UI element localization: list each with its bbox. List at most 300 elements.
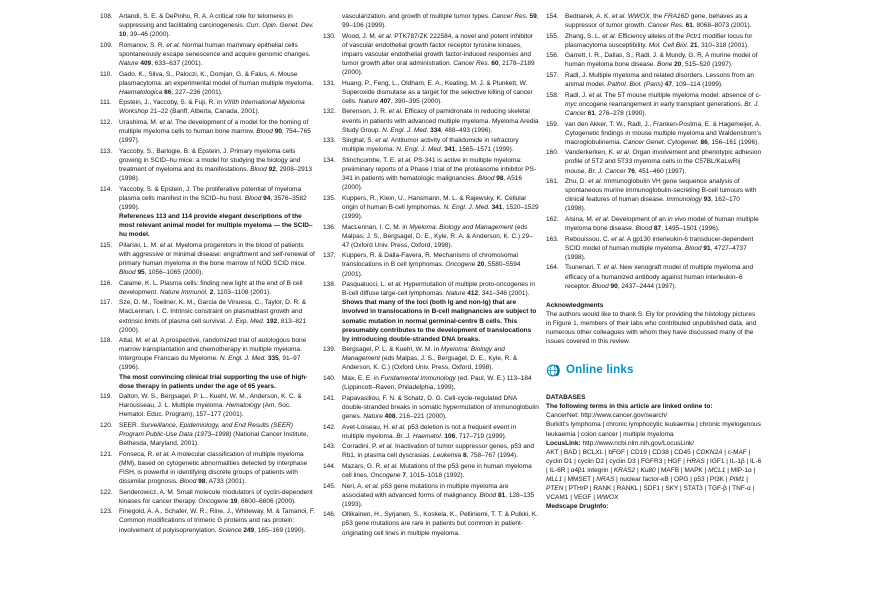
references-columns <box>100 12 762 539</box>
text-segment: 95 <box>137 269 145 277</box>
database-entry-line <box>546 439 762 448</box>
text-segment: et al. <box>379 443 394 451</box>
reference-number: 131. <box>323 79 336 87</box>
reference-number: 159. <box>546 120 559 128</box>
text-segment: et al. <box>365 482 380 490</box>
reference-item <box>546 177 762 213</box>
text-segment: , 1015–1018 (1992). <box>405 472 465 479</box>
text-segment: 98 <box>198 478 206 486</box>
text-segment: (Am. Soc. Hematol. Educ. Program), 157–177 (2001). <box>119 402 291 419</box>
text-segment: , 515–520 (1997). <box>681 61 733 69</box>
reference-item <box>323 345 539 372</box>
reference-number: 162. <box>546 215 559 223</box>
reference-item <box>100 421 316 448</box>
text-segment: Nature <box>119 59 141 67</box>
text-segment: 76 <box>627 167 635 175</box>
text-segment: , 276–278 (1990). <box>595 109 647 117</box>
text-segment: , 165–169 (1990). <box>254 526 306 534</box>
reference-number: 158. <box>546 91 559 99</box>
text-segment: , 91–97 (1996). <box>119 355 301 372</box>
reference-number: 115. <box>100 241 113 249</box>
text-segment: 2 <box>209 288 214 296</box>
text-segment: Attal, M. <box>119 337 145 345</box>
text-segment: Normal human mammary epithelial cells spontaneously escape senescence and acquire genomic changes. <box>119 41 311 58</box>
text-segment: et al. <box>388 108 403 116</box>
text-segment: 192 <box>266 317 278 325</box>
text-segment: The development of a model for the homing of multiple myeloma cells to human bone marrow. <box>119 119 309 136</box>
text-segment: et al. <box>144 337 159 345</box>
text-segment: Cancer Res. <box>647 22 686 30</box>
reference-item <box>323 442 539 460</box>
reference-number: 110. <box>100 70 113 78</box>
text-segment: KRAS2 <box>613 466 636 474</box>
text-segment: Pilarski, L. M. <box>119 241 160 249</box>
reference-number: 109. <box>100 41 113 49</box>
text-segment: 335 <box>267 355 279 363</box>
text-segment: et al. <box>387 281 402 289</box>
text-segment: | c-MAF | cyclin D1 | cyclin D2 | cyclin D3 | FGFR3 | HGF | <box>546 448 751 465</box>
text-segment: 81 <box>497 491 506 499</box>
text-segment: Nature <box>445 290 468 298</box>
text-segment: Calame, K. L. Plasma cells: finding new light at the end of B cell development. <box>119 279 303 296</box>
text-segment: Avet-Loiseau, H. <box>342 423 392 431</box>
reference-item <box>323 156 539 192</box>
reference-item <box>100 298 316 334</box>
reference-continuation <box>323 12 539 30</box>
text-segment: , 633–637 (2001). <box>151 59 203 67</box>
reference-item <box>323 251 539 278</box>
reference-number: 112. <box>100 119 113 127</box>
text-segment: Sze, D. M., Toellner, K. M., Garcia de Vinuesa, C., Taylor, D. R. & MacLennan, I. C. Intrinsic constraint on plasmablast growth and extrinsic limits of plasma cell survival. <box>119 299 307 325</box>
text-segment: Medscape DrugInfo: <box>546 503 609 511</box>
text-segment: Br. J. Cancer <box>588 167 628 175</box>
acknowledgments-body: The authors would like to thank S. Ely for providing the histology pictures in Figure 1, members of their labs who contributed unpublished data, and numerous other colleagues with whom they have discussed many of the issues covered in this review. <box>546 310 757 346</box>
text-segment: Cancer Genet. Cytogenet. <box>623 138 701 146</box>
reference-item <box>546 12 762 30</box>
text-segment: et al. <box>588 178 603 186</box>
text-segment: et al. <box>378 32 393 40</box>
text-segment: Blood <box>479 491 498 499</box>
text-segment: et al. <box>602 32 617 40</box>
reference-number: 146. <box>323 511 336 519</box>
text-segment: , 2178–2189 (2000). <box>342 59 535 77</box>
text-segment: | IGF1 | IL-1β | IL-6 | IL-6R | α4β1 integrin | <box>546 457 762 474</box>
text-segment: Efficacy of pamidronate in reducing skeletal events in patients with advanced multiple myeloma. Myeloma Aredia Study Group. <box>342 108 539 134</box>
text-segment: PTK787/ZK 222584, a novel and potent inhibitor of vascular endothelial growth factor receptor tyrosine kinases, impairs vascular endothelial growth factor-induced responses and tumor growth after oral administration. <box>342 32 534 67</box>
text-segment: , 2908–2913 (1998). <box>119 166 312 183</box>
text-segment: Papavasiliou, F. N. & Schatz, D. G. Cell-cycle-regulated DNA double-stranded breaks in somatic hypermutation of immunoglobulin genes. <box>342 394 539 420</box>
text-segment: et al. <box>391 423 406 431</box>
text-segment: Antitumor activity of thalidomide in refractory multiple myeloma. <box>342 137 519 154</box>
reference-item <box>546 51 762 69</box>
text-segment: et al. <box>166 41 181 49</box>
reference-item <box>100 147 316 183</box>
text-segment: Zhu, D. <box>565 178 589 186</box>
text-segment: , 451–460 (1997). <box>634 167 687 175</box>
reference-number: 121. <box>100 450 113 458</box>
text-segment: Pasqualucci, L. <box>342 281 388 289</box>
reference-item <box>323 223 539 250</box>
text-segment: Pctr1 <box>685 32 702 40</box>
text-segment: http://www.ncbi.nlm.nih.gov/LocusLink/ <box>580 439 695 447</box>
text-segment: Zhang, S. L. <box>565 32 603 40</box>
database-entry-line <box>546 448 762 503</box>
text-segment: Blood <box>244 194 264 202</box>
text-segment: , 758–767 (1994). <box>466 452 518 460</box>
text-segment: Dalton, W. S., Bergsagel, P. L., Kuehl, W. M., Anderson, K. C. & Harousseau, J. L. Multiple myeloma. <box>119 393 302 410</box>
text-segment: 7 <box>402 472 406 479</box>
reference-number: 141. <box>323 394 336 402</box>
text-segment: The 5T mouse multiple myeloma model: absence of c- <box>602 91 761 99</box>
text-segment: A molecular classification of multiple myeloma (MM), based on cytogenetic abnormalities detected by interphase FISH, is powerful in identifying discrete groups of patients with dissimilar prognosis. <box>119 450 308 486</box>
text-segment: | PTHrP | RANK | RANKL | SDF1 | SKY | STAT3 | TGF-β | TNF-α | VCAM1 | VEGF | <box>546 485 755 502</box>
online-links-header <box>546 363 762 378</box>
text-segment: Garrett, I. R., Dallas, S., Radl, J. & Mundy, G. R. A murine model of human myeloma bone disease. <box>565 52 758 69</box>
text-segment: 93 <box>703 196 711 204</box>
text-segment: AKT | BAD | <box>546 448 583 456</box>
text-segment: Fonseca, R. <box>119 450 156 458</box>
reference-item <box>100 118 316 145</box>
text-segment: , 341–346 (2001). <box>478 290 530 298</box>
reference-number: 113. <box>100 147 113 155</box>
text-segment: BCLXL <box>582 448 604 456</box>
text-segment: PTEN <box>546 485 564 493</box>
reference-annotation: The most convincing clinical trial supporting the use of high-dose therapy in patients under the age of 65 years. <box>119 373 308 390</box>
reference-number: 118. <box>100 337 113 345</box>
text-segment: | MMSET | <box>562 476 597 484</box>
text-segment: Oncogene <box>370 472 403 479</box>
reference-item <box>323 510 539 537</box>
text-segment: 87 <box>653 225 662 233</box>
text-segment: Tsunenari, T. <box>565 264 604 272</box>
reference-item <box>100 488 316 506</box>
text-segment: MCL1 <box>708 466 726 474</box>
text-segment: , 754–765 (1997). <box>119 128 311 145</box>
text-segment: Haematologica <box>119 88 165 96</box>
text-segment: Development of an <box>609 215 668 223</box>
text-segment: (eds Malpas, J. S., Bergsagel, D. E., Kyle, R. A. & Anderson, K. C.) 29–47 (Oxford Univ. Press, Oxford, 1998). <box>342 223 533 249</box>
database-entry-line <box>546 420 762 438</box>
text-segment: Oncogene <box>198 497 231 505</box>
reference-number: 164. <box>546 264 559 272</box>
text-segment: van den Akker, T. W., Radl, J., Franken-Postma, E. & Hagemeijer, A. Cytogenetic findings in mouse multiple myeloma and Waldenstrom's macroglobulinemia. <box>565 120 762 146</box>
reference-item <box>100 279 316 297</box>
text-segment: et al. <box>588 91 603 99</box>
text-segment: CancerNet: http://www.cancer.gov/search/ <box>546 412 668 420</box>
text-segment: | <box>744 476 748 484</box>
text-segment: 409 <box>140 59 152 67</box>
text-segment: et al. <box>611 13 627 20</box>
text-segment: 20 <box>674 61 682 69</box>
text-segment: (eds Malpas, J. S., Bergsagel, D. E., Kyle, R. & Anderson, K. C.) (Oxford Univ. Press, Oxford, 1998). <box>342 355 518 372</box>
text-segment: Bone <box>657 61 675 69</box>
text-segment: modifier locus for plasmacytoma susceptibility. <box>565 32 753 49</box>
text-segment: Ku80 <box>640 466 656 474</box>
reference-item <box>100 185 316 240</box>
text-segment: MacLennan, I. C. M. in <box>342 223 410 231</box>
text-segment: et al. <box>616 149 631 157</box>
text-segment: N. Engl. J. Med. <box>443 203 492 211</box>
text-segment: model of human multiple myeloma bone disease. <box>565 215 759 233</box>
text-segment: Max, E. E. in <box>342 375 381 383</box>
databases-heading: DATABASES <box>546 394 586 402</box>
text-segment: 8 <box>463 452 467 460</box>
text-segment: Oncogene <box>445 261 478 269</box>
text-segment: vascularization, and growth of multiple tumor types. <box>342 13 492 20</box>
text-segment: , 2437–2444 (1997). <box>617 282 677 290</box>
reference-number: 155. <box>546 32 559 40</box>
text-segment: , 216–221 (2000). <box>395 412 447 420</box>
reference-item <box>323 136 539 154</box>
reference-number: 144. <box>323 462 336 470</box>
text-segment: et al. <box>383 462 398 470</box>
text-segment: , 227–236 (2001). <box>171 88 223 96</box>
text-segment: Immunology <box>666 196 704 204</box>
text-segment: J. Exp. Med. <box>228 317 267 325</box>
text-segment: Romanov, S. R. <box>119 41 167 49</box>
text-segment: Radl, J. <box>565 91 589 99</box>
reference-annotation: References 113 and 114 provide elegant descriptions of the most relevant animal model for multiple myeloma — the SCID–hu model. <box>119 212 313 239</box>
reference-number: 154. <box>546 13 559 20</box>
databases-section <box>546 393 762 511</box>
text-segment: Nature <box>363 412 385 420</box>
text-segment: 92 <box>268 166 276 173</box>
reference-number: 163. <box>546 235 559 243</box>
reference-item <box>546 263 762 290</box>
text-segment: et al. <box>375 137 390 145</box>
reference-number: 143. <box>323 443 336 451</box>
text-segment: Hematology <box>225 402 263 410</box>
text-segment: Finegold, A. A., Schafer, W. R., Rine, J., Whiteway, M. & Tamanoi, F. Common modifications of trimeric G proteins and ras protein: involvement of polyisoprenylation. <box>119 508 315 534</box>
reference-number: 111. <box>100 99 112 107</box>
reference-item <box>323 107 539 134</box>
reference-number: 132. <box>323 108 336 116</box>
text-segment: , 813–821 (2000). <box>119 317 307 334</box>
reference-item <box>100 450 316 486</box>
text-segment: 47 <box>664 81 672 89</box>
text-segment: , 488–493 (1996). <box>441 126 493 134</box>
text-segment: , 109–114 (1999). <box>671 81 723 89</box>
text-segment: Vanderkerken, K. <box>565 149 617 157</box>
text-segment: Bergsagel, P. L. & Kuehl, W. M. in <box>342 346 441 354</box>
reference-item <box>323 374 539 392</box>
text-segment: Blood <box>592 282 611 290</box>
text-segment: Immunoglobulin VH gene sequence analysis of spontaneous murine immunoglobulin-secreting B-cell tumours with clinical features of human disease. <box>565 178 757 204</box>
text-segment: Neri, A. <box>342 482 366 490</box>
acknowledgments-section <box>546 301 762 346</box>
reference-item <box>100 336 316 391</box>
reference-item <box>546 32 762 50</box>
text-segment: Myeloma: Biology and Management <box>409 223 515 231</box>
text-segment: N. Engl. J. Med. <box>219 355 268 363</box>
reference-item <box>323 482 539 509</box>
text-segment: oncogene rearrangement in early transplant generations. <box>576 100 745 108</box>
text-segment: 86 <box>700 138 708 146</box>
text-segment: , 6600–6606 (2000). <box>237 497 296 505</box>
text-segment: N. Engl. J. Med. <box>382 126 431 134</box>
text-segment: | MAFB | MAPK | <box>655 466 709 474</box>
text-segment: LocusLink: <box>546 439 581 447</box>
databases-links <box>546 411 762 511</box>
text-segment: p53 gene mutations in multiple myeloma are associated with advanced forms of malignancy. <box>342 482 509 499</box>
reference-number: 117. <box>100 299 113 307</box>
text-segment: , 8068–8073 (2001). <box>692 22 752 30</box>
reference-item <box>323 280 539 344</box>
text-segment: Mazars, G. R. <box>342 462 384 470</box>
reference-item <box>546 215 762 233</box>
text-segment: Blood <box>250 166 269 173</box>
text-segment: Br. J. Cancer <box>565 100 760 117</box>
text-segment: 60 <box>491 59 499 67</box>
text-segment: 106 <box>444 432 456 440</box>
reference-item <box>323 462 539 480</box>
text-segment: et al. <box>611 235 626 243</box>
text-segment: Alsina, M. <box>565 215 596 223</box>
text-segment: 412 <box>467 290 479 298</box>
text-segment: 21–22 (Banff, Alberta, Canada, 2001). <box>148 108 260 116</box>
text-segment: Wood, J. M. <box>342 32 379 40</box>
text-segment: , 1520–1529 (1999). <box>342 203 539 220</box>
text-segment: 10 <box>119 31 127 39</box>
reference-item <box>546 71 762 89</box>
text-segment: , 717–719 (1999). <box>455 432 507 440</box>
text-segment: , 162–170 (1998). <box>565 196 740 213</box>
reference-item <box>323 79 539 106</box>
text-segment: Yaccoby, S., Barlogie, B. & Epstein, J. Primary myeloma cells growing in SCID–hu mice: a model for studying the biology and treatment of myeloma and its manifestations. <box>119 147 301 173</box>
reference-number: 160. <box>546 149 559 157</box>
text-segment: Fundamental Immunology <box>380 375 458 383</box>
reference-number: 116. <box>100 279 113 287</box>
text-segment: Pathol. Biol. (Paris) <box>607 81 665 89</box>
text-segment: 341 <box>444 146 456 154</box>
text-segment: 341 <box>491 203 503 211</box>
text-segment: Bednarek, A. K. <box>565 13 612 20</box>
text-segment: | bFGF | CD19 | CD38 | CD45 | <box>603 448 697 456</box>
text-segment: , 39–46 (2000). <box>126 31 171 39</box>
text-segment: , 1495–1501 (1996). <box>661 225 720 233</box>
text-segment: myc <box>565 100 577 108</box>
text-segment: , 128–135 (1993). <box>342 491 535 508</box>
reference-annotation: Shows that many of the loci (both Ig and non-Ig) that are involved in translocations in B-cell malignancies are subject to somatic mutation in normal germinal-centre B cells. This presumably contributes to the development of translocations by introducing double-stranded DNA breaks. <box>342 299 537 343</box>
text-segment: Cancer Res. <box>491 13 530 20</box>
text-segment: A prospective, randomized trial of autologous bone marrow transplantation and chemotherapy in multiple myeloma. Intergroupe Francais du Myelome. <box>119 337 307 363</box>
reference-number: 130. <box>323 32 336 40</box>
reference-item <box>100 507 316 534</box>
text-segment: Nature Immunol. <box>159 288 210 296</box>
reference-number: 108. <box>100 13 113 20</box>
reference-number: 122. <box>100 488 113 496</box>
text-segment: Mol. Cell Biol. <box>648 41 691 49</box>
reference-item <box>323 194 539 221</box>
text-segment: et al. <box>159 119 174 127</box>
databases-intro: The following terms in this article are linked online to: <box>546 403 713 411</box>
text-segment: Kuppers, R. & Dalla-Favera, R. Mechanisms of chromosomal translocations in B cell lymphomas. <box>342 252 518 269</box>
text-segment: | <box>635 466 641 474</box>
text-segment: 407 <box>379 97 391 105</box>
text-segment: SEER. <box>119 422 141 430</box>
text-segment: Ollikainen, H., Syrjanen, S., Koskela, K., Pelliniemi, T. T. & Pulkki, K. p53 gene mutations are rare in patients but common in patient-originating cell lines in multiple myeloma. <box>342 511 538 537</box>
text-segment: 98 <box>496 175 504 183</box>
text-segment: CDKN2A <box>696 448 723 456</box>
text-segment: Myeloma progenitors in the blood of patients with aggressive or minimal disease: engraftment and self-renewal of primary human myeloma in the bone marrow of NOD SCID mice. <box>119 241 315 267</box>
reference-number: 145. <box>323 482 336 490</box>
text-segment: 86 <box>164 88 172 96</box>
text-segment: Blood <box>684 244 704 252</box>
text-segment: 20 <box>477 261 485 269</box>
text-segment: FRA16D <box>664 13 689 20</box>
text-segment: Artandi, S. E. & DePinho, R. A. A critical role for telomeres in suppressing and facilitating carcinogenesis. <box>119 13 293 30</box>
globe-icon <box>546 363 561 378</box>
text-segment: , 390–395 (2000). <box>390 97 443 105</box>
text-segment: Br. J. Haematol. <box>396 432 445 440</box>
acknowledgments-heading: Acknowledgments <box>546 301 604 309</box>
references-column-3 <box>546 12 762 539</box>
reference-item <box>546 120 762 147</box>
text-segment: Stinchcombe, T. E. <box>342 156 398 164</box>
text-segment: , 3576–3582 (1999). <box>119 194 307 211</box>
text-segment: et al. <box>603 264 618 272</box>
reference-number: 135. <box>323 194 336 202</box>
reference-number: 134. <box>323 156 336 164</box>
text-segment: Leukemia <box>433 452 464 460</box>
text-segment: , A516 (2000). <box>342 175 522 192</box>
text-segment: Blood <box>119 269 138 277</box>
text-segment: Science <box>218 526 244 534</box>
reference-number: 137. <box>323 252 336 260</box>
text-segment: Cancer Res. <box>453 59 492 67</box>
reference-number: 156. <box>546 52 559 60</box>
text-segment: Corradini, P. <box>342 443 380 451</box>
text-segment: Blood <box>256 128 275 136</box>
online-links-title: Online links <box>566 364 634 377</box>
text-segment: N. Engl. J. Med. <box>396 146 445 154</box>
references-list <box>546 12 762 291</box>
text-segment: , the <box>649 13 665 20</box>
text-segment: MLL1 <box>546 476 563 484</box>
text-segment: PIM1 <box>729 476 745 484</box>
references-column-1 <box>100 12 316 539</box>
reference-number: 136. <box>323 223 336 231</box>
reference-number: 120. <box>100 422 113 430</box>
text-segment: VIIIth International Myeloma Workshop <box>119 99 305 116</box>
reference-item <box>323 394 539 421</box>
text-segment: Huang, P., Feng, L., Oldham, E. A., Keating, M. J. & Plunkett, W. Superoxide dismutase as a target for the selective killing of cancer cells. <box>342 79 533 105</box>
text-segment: 59 <box>529 13 537 20</box>
reference-number: 142. <box>323 423 336 431</box>
text-segment: Gado, K., Silva, S., Paloczi, K., Domjan, G. & Falus, A. Mouse plasmacytoma: an experimental model of human multiple myeloma. <box>119 70 314 87</box>
text-segment: HRAS <box>686 457 705 465</box>
text-segment: NRAS <box>596 476 615 484</box>
text-segment: 91 <box>703 244 711 252</box>
reference-number: 133. <box>323 137 336 145</box>
text-segment: Hypermutation of multiple proto-oncogenes in B-cell diffuse large-cell lymphomas. <box>342 281 535 298</box>
reference-item <box>100 12 316 39</box>
text-segment: Efficiency alleles of the <box>616 32 686 40</box>
reference-item <box>100 70 316 97</box>
reference-item <box>546 235 762 262</box>
text-segment: , 1565–1571 (1999). <box>455 146 514 154</box>
text-segment: 21 <box>690 41 698 49</box>
text-segment: , 4727–4737 (1998). <box>565 244 747 261</box>
reference-item <box>100 392 316 419</box>
text-segment: PS-341 is active in multiple myeloma: preliminary reports of a Phase I trial of the proteasome inhibitor PS-341 in patients with hematologic malignancies. <box>342 156 537 183</box>
text-segment: et al. <box>595 215 610 223</box>
text-segment: Berenson, J. R. <box>342 108 389 116</box>
text-segment: A gp130 interleukin-6 transducer-dependent SCID model of human multiple myeloma. <box>565 235 754 252</box>
reference-number: 123. <box>100 508 113 516</box>
text-segment: Burkitt's lymphoma | chronic lymphocytic leukaemia | chronic myelogenous leukaemia | colon cancer | multiple myeloma <box>546 421 761 438</box>
text-segment: Myeloma: Biology and Management <box>342 346 505 363</box>
